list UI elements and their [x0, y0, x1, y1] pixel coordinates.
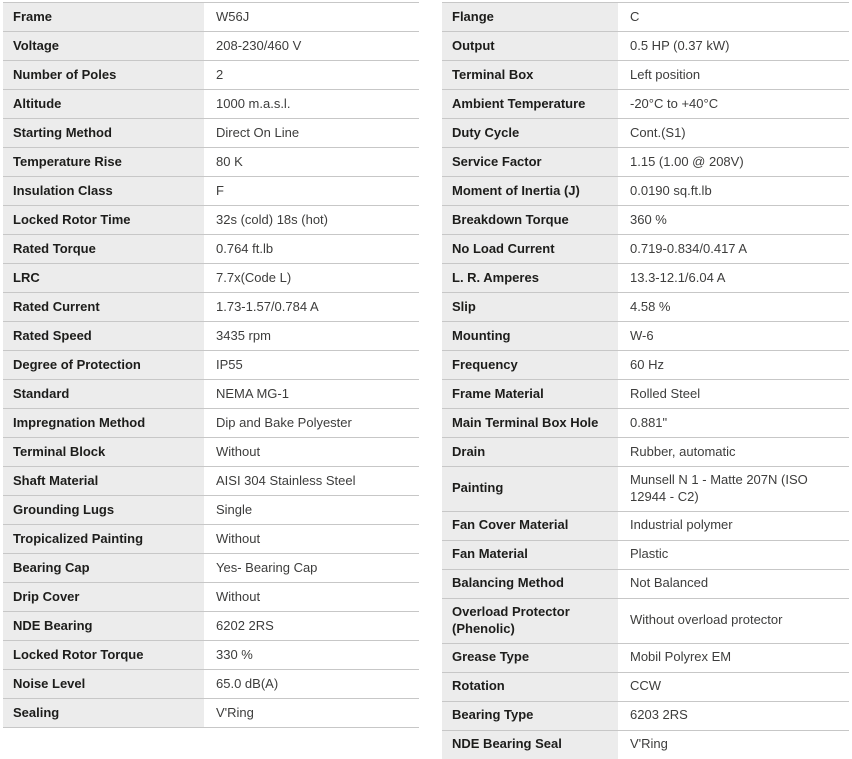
spec-label: Duty Cycle: [442, 119, 618, 147]
spec-value: W-6: [630, 327, 654, 343]
spec-value: 0.0190 sq.ft.lb: [630, 182, 712, 198]
spec-label: Slip: [442, 293, 618, 321]
spec-value: 80 K: [216, 153, 243, 169]
spec-row: [442, 643, 849, 672]
spec-value: 65.0 dB(A): [216, 675, 279, 691]
spec-row: [442, 292, 849, 321]
spec-label: Output: [442, 32, 618, 60]
spec-row: [442, 408, 849, 437]
spec-row: [3, 524, 419, 553]
spec-row: [3, 350, 419, 379]
spec-row: [3, 31, 419, 60]
spec-row: [3, 611, 419, 640]
spec-label: Terminal Box: [442, 61, 618, 89]
spec-value: Rolled Steel: [630, 385, 701, 401]
spec-row: [3, 234, 419, 263]
spec-value: 1.15 (1.00 @ 208V): [630, 153, 744, 169]
spec-label: Frame Material: [442, 380, 618, 408]
spec-row: [3, 321, 419, 350]
spec-value: Without: [216, 588, 261, 604]
spec-label: Flange: [442, 3, 618, 31]
spec-label: NDE Bearing: [3, 612, 204, 640]
spec-label: Ambient Temperature: [442, 90, 618, 118]
spec-value: W56J: [216, 8, 250, 24]
spec-label: Grounding Lugs: [3, 496, 204, 524]
spec-value: Without: [216, 530, 261, 546]
spec-value: 6202 2RS: [216, 617, 274, 633]
spec-label: Terminal Block: [3, 438, 204, 466]
spec-value: Yes- Bearing Cap: [216, 559, 318, 575]
spec-value: Industrial polymer: [630, 517, 733, 533]
spec-label: Rated Speed: [3, 322, 204, 350]
spec-value: 1.73-1.57/0.784 A: [216, 298, 319, 314]
spec-value: 0.719-0.834/0.417 A: [630, 240, 748, 256]
spec-row: [3, 60, 419, 89]
spec-value: 208-230/460 V: [216, 37, 302, 53]
spec-row: [3, 698, 419, 727]
spec-label: Degree of Protection: [3, 351, 204, 379]
spec-row: [3, 495, 419, 524]
spec-row: [3, 408, 419, 437]
spec-label: Number of Poles: [3, 61, 204, 89]
spec-row: [3, 292, 419, 321]
spec-label: Balancing Method: [442, 570, 618, 598]
spec-value: V'Ring: [216, 704, 254, 720]
spec-label: Bearing Type: [442, 702, 618, 730]
spec-value: 2: [216, 66, 224, 82]
spec-row: [3, 640, 419, 669]
spec-value: Munsell N 1 - Matte 207N (ISO 12944 - C2): [630, 472, 808, 504]
spec-label: Locked Rotor Torque: [3, 641, 204, 669]
spec-label: Grease Type: [442, 644, 618, 672]
spec-label: Fan Cover Material: [442, 512, 618, 540]
spec-row: [442, 118, 849, 147]
spec-value: 330 %: [216, 646, 253, 662]
spec-label: Shaft Material: [3, 467, 204, 495]
spec-label: Insulation Class: [3, 177, 204, 205]
spec-value: 1000 m.a.s.l.: [216, 95, 291, 111]
spec-value: IP55: [216, 356, 243, 372]
spec-value: Single: [216, 501, 253, 517]
spec-row: [3, 2, 419, 31]
spec-row: [3, 553, 419, 582]
spec-row: [442, 176, 849, 205]
spec-row: [3, 437, 419, 466]
spec-value: 6203 2RS: [630, 707, 688, 723]
spec-row: [442, 60, 849, 89]
spec-row: [442, 89, 849, 118]
spec-table-right: [442, 2, 849, 759]
spec-label: Mounting: [442, 322, 618, 350]
spec-label: Drain: [442, 438, 618, 466]
spec-row: [442, 701, 849, 730]
spec-row: [442, 540, 849, 569]
spec-label: Sealing: [3, 699, 204, 727]
spec-label: Bearing Cap: [3, 554, 204, 582]
spec-row: [442, 569, 849, 598]
spec-label: Rated Current: [3, 293, 204, 321]
spec-value: F: [216, 182, 224, 198]
spec-row: [442, 672, 849, 701]
spec-row: [442, 730, 849, 759]
spec-value: C: [630, 8, 640, 24]
spec-row: [442, 205, 849, 234]
spec-value: 3435 rpm: [216, 327, 271, 343]
spec-value: 0.5 HP (0.37 kW): [630, 37, 730, 53]
spec-row: [3, 582, 419, 611]
spec-value: 0.881": [630, 414, 668, 430]
spec-label: Frame: [3, 3, 204, 31]
spec-row: [442, 147, 849, 176]
spec-value: 0.764 ft.lb: [216, 240, 274, 256]
spec-label: Overload Protector (Phenolic): [442, 599, 618, 643]
spec-label: Altitude: [3, 90, 204, 118]
spec-label: Frequency: [442, 351, 618, 379]
spec-label: Voltage: [3, 32, 204, 60]
spec-label: Main Terminal Box Hole: [442, 409, 618, 437]
spec-row: [3, 263, 419, 292]
spec-label: Impregnation Method: [3, 409, 204, 437]
spec-row: [442, 263, 849, 292]
spec-label: Fan Material: [442, 541, 618, 569]
spec-label: Temperature Rise: [3, 148, 204, 176]
spec-value: NEMA MG-1: [216, 385, 289, 401]
spec-label: Moment of Inertia (J): [442, 177, 618, 205]
spec-value: AISI 304 Stainless Steel: [216, 472, 356, 488]
spec-label: Rotation: [442, 673, 618, 701]
spec-value: Left position: [630, 66, 701, 82]
spec-value: 13.3-12.1/6.04 A: [630, 269, 726, 285]
spec-label: Service Factor: [442, 148, 618, 176]
spec-row: [442, 437, 849, 466]
spec-label: Locked Rotor Time: [3, 206, 204, 234]
spec-label: Starting Method: [3, 119, 204, 147]
spec-value: 32s (cold) 18s (hot): [216, 211, 328, 227]
spec-row: [442, 350, 849, 379]
spec-value: -20°C to +40°C: [630, 95, 719, 111]
spec-label: Rated Torque: [3, 235, 204, 263]
spec-value: Rubber, automatic: [630, 443, 736, 459]
spec-row: [442, 234, 849, 263]
spec-row: [3, 118, 419, 147]
spec-row: [3, 205, 419, 234]
spec-row: [442, 598, 849, 643]
spec-row: [3, 379, 419, 408]
spec-value: Direct On Line: [216, 124, 300, 140]
spec-row: [3, 466, 419, 495]
spec-value: 60 Hz: [630, 356, 664, 372]
spec-row: [3, 147, 419, 176]
spec-value: V'Ring: [630, 736, 668, 752]
spec-label: Breakdown Torque: [442, 206, 618, 234]
spec-row: [3, 176, 419, 205]
spec-value: Plastic: [630, 546, 669, 562]
spec-label: Drip Cover: [3, 583, 204, 611]
spec-row: [442, 511, 849, 540]
spec-row: [442, 31, 849, 60]
spec-label: L. R. Amperes: [442, 264, 618, 292]
spec-value: Mobil Polyrex EM: [630, 649, 732, 665]
spec-table-left: [3, 2, 419, 728]
spec-row: [442, 2, 849, 31]
spec-value: CCW: [630, 678, 662, 694]
spec-value: Dip and Bake Polyester: [216, 414, 352, 430]
spec-label: Standard: [3, 380, 204, 408]
spec-row: [442, 466, 849, 511]
spec-row: [442, 321, 849, 350]
spec-value: 7.7x(Code L): [216, 269, 292, 285]
spec-label: Painting: [442, 467, 618, 511]
spec-label: No Load Current: [442, 235, 618, 263]
spec-value: Without: [216, 443, 261, 459]
spec-row: [3, 669, 419, 698]
spec-value: Cont.(S1): [630, 124, 686, 140]
spec-label: Tropicalized Painting: [3, 525, 204, 553]
spec-label: LRC: [3, 264, 204, 292]
spec-row: [3, 89, 419, 118]
spec-value: 4.58 %: [630, 298, 671, 314]
spec-value: Without overload protector: [630, 612, 783, 628]
spec-value: 360 %: [630, 211, 667, 227]
spec-label: NDE Bearing Seal: [442, 731, 618, 759]
spec-label: Noise Level: [3, 670, 204, 698]
spec-row: [442, 379, 849, 408]
spec-value: Not Balanced: [630, 575, 709, 591]
